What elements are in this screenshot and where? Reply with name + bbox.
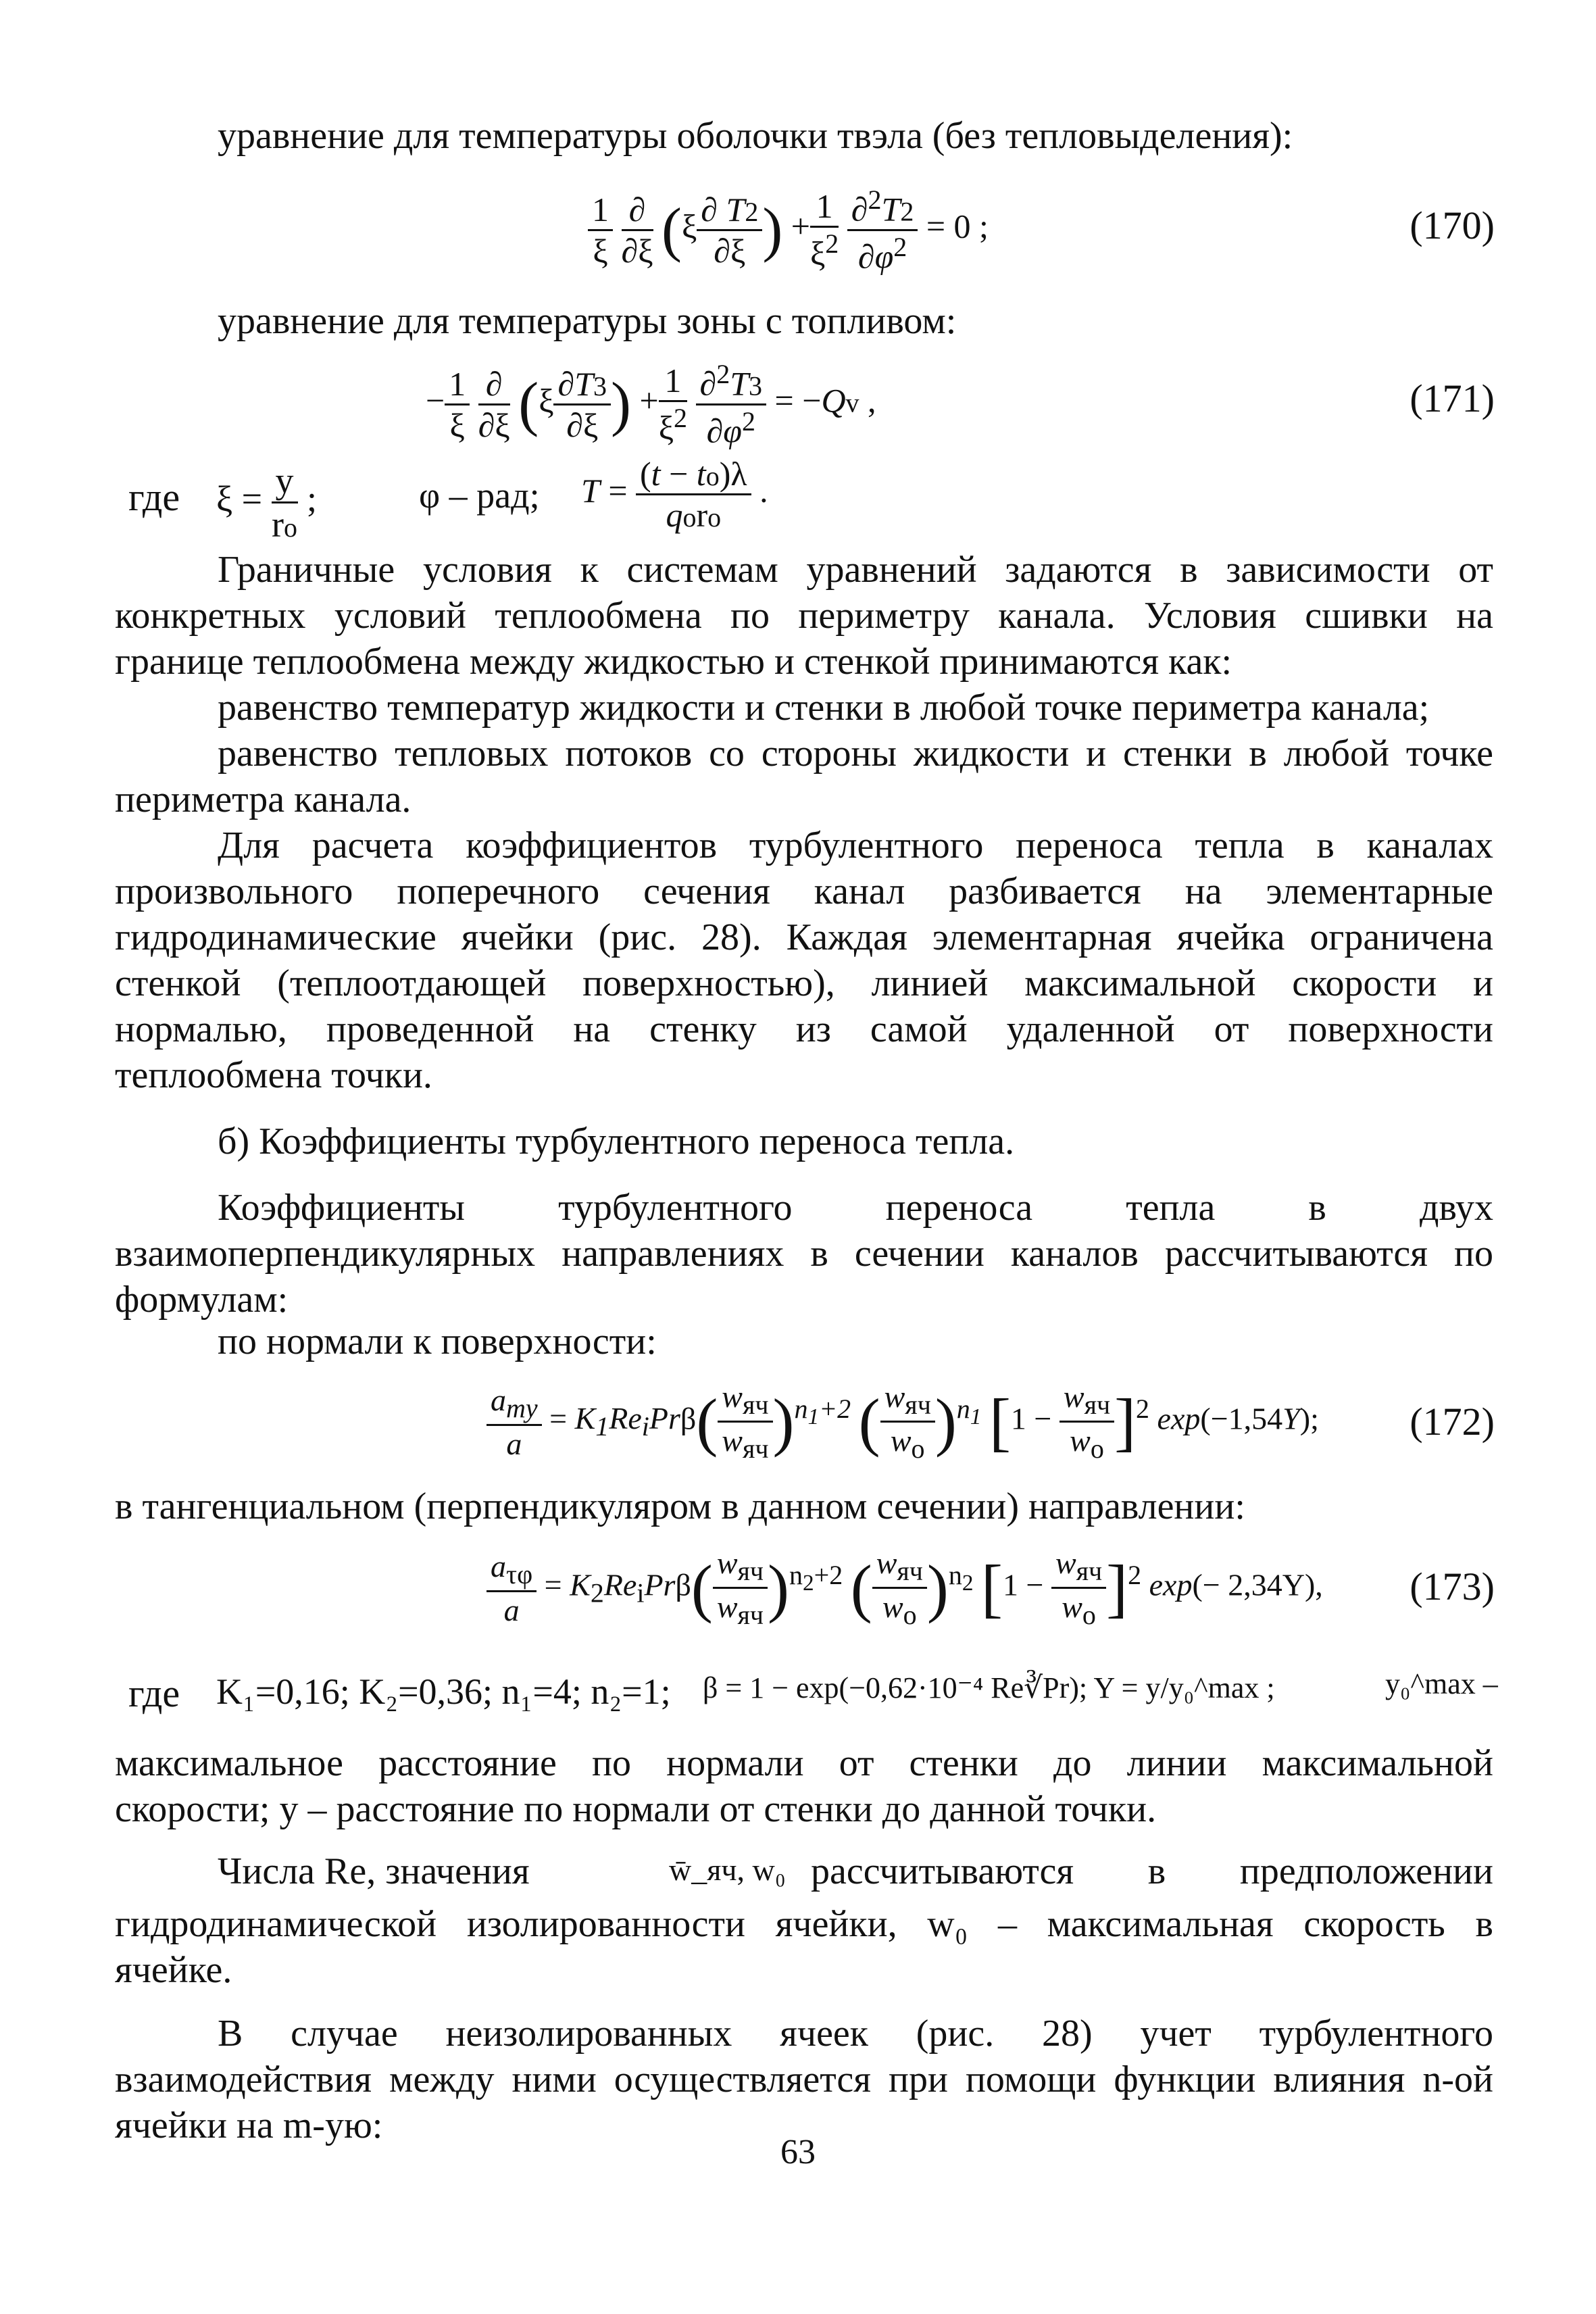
text-line: произвольного поперечного сечения канал разбивается на элементарные xyxy=(115,870,1493,912)
T-definition: T = $\frac{(t - to)\lambda}{\text{qoro}}$ . xyxy=(581,455,768,534)
text-line: взаимодействия между ними осуществляется при помощи функции влияния n-ой xyxy=(115,2059,1493,2100)
text-line: формулам: xyxy=(115,1279,289,1321)
phi-definition: φ – рад; xyxy=(419,475,540,516)
page-number: 63 xyxy=(780,2133,816,2171)
equation-170: $\frac{1}{\xi}$ $\frac{\partial}{\partial\xi}$ (ξ $\frac{\partial T2}{\partial\xi}$ ) + $\frac{1}{\xi^2}$ $\frac{\partial^2T2}{\partial\varphi^2}$ = 0 ; xyxy=(588,184,989,276)
text-line: по нормали к поверхности: xyxy=(218,1321,657,1362)
text-line: уравнение для температуры оболочки твэла (без тепловыделения): xyxy=(218,115,1293,157)
xi-definition: ξ = $\frac{y}{ro}$ ; xyxy=(216,460,318,545)
text-line: границе теплообмена между жидкостью и стенкой принимаются как: xyxy=(115,641,1232,683)
text-line: нормалью, проведенной на стенку из самой удаленной от поверхности xyxy=(115,1008,1493,1050)
equation-172: $\frac{a_{my}}{a}$ = $K_1Re_iPr\beta$( $\frac{w_{яч}}{w_{яч}}$ )$^{n_1+2}$ ( $\frac{w_{яч}}{w_o}$ )$^{n_1}$ [1 − $\frac{w_{яч}}{w_o}$ ]$^2$ exp(−1,54Y); xyxy=(487,1379,1319,1464)
equation-number: (170) xyxy=(1410,203,1495,247)
text-line: в тангенциальном (перпендикуляром в данном сечении) направлении: xyxy=(115,1485,1245,1527)
text-line: В случае неизолированных ячеек (рис. 28) учет турбулентного xyxy=(218,2013,1493,2054)
text-line: конкретных условий теплообмена по периметру канала. Условия сшивки на xyxy=(115,595,1493,637)
equation-171: − $\frac{1}{\xi}$ $\frac{\partial}{\partial\xi}$ (ξ $\frac{\partial T3}{\partial\xi}$ ) + $\frac{1}{\xi^2}$ $\frac{\partial^2T3}{\partial\varphi^2}$ = −Qv , xyxy=(426,359,876,450)
text-line: равенство температур жидкости и стенки в любой точке периметра канала; xyxy=(218,687,1430,729)
text-line: Коэффициенты турбулентного переноса тепла в двух xyxy=(218,1187,1493,1229)
text-line: равенство тепловых потоков со стороны жидкости и стенки в любой точке xyxy=(218,733,1493,774)
text-line: стенкой (теплоотдающей поверхностью), линией максимальной скорости и xyxy=(115,962,1493,1004)
text-line: уравнение для температуры зоны с топливом: xyxy=(218,300,957,342)
text-line: периметра канала. xyxy=(115,779,412,820)
text-line: рассчитываются в предположении xyxy=(811,1850,1493,1892)
text-line: ячейке. xyxy=(115,1949,232,1991)
w-values: w̄_яч, w₀ xyxy=(669,1852,786,1887)
ymax-label: y₀^max – xyxy=(1385,1667,1498,1700)
equation-number: (172) xyxy=(1410,1400,1495,1444)
text-line: теплообмена точки. xyxy=(115,1054,432,1096)
text-line: Граничные условия к системам уравнений задаются в зависимости от xyxy=(218,549,1493,591)
text-line: максимальное расстояние по нормали от стенки до линии максимальной xyxy=(115,1742,1493,1784)
text-line: взаимоперпендикулярных направлениях в сечении каналов рассчитываются по xyxy=(115,1233,1493,1275)
text-line: Числа Re, значения xyxy=(218,1850,530,1892)
text-line: ячейки на m-ую: xyxy=(115,2104,383,2146)
equation-number: (171) xyxy=(1410,376,1495,420)
equation-173: $\frac{a_{\tau\varphi}}{a}$ = $K_2Re_iPr\beta$( $\frac{w_{яч}}{w_{яч}}$ )$^{n_2+2}$ ( $\frac{w_{яч}}{w_o}$ )$^{n_2}$ [1 − $\frac{w_{яч}}{w_o}$ ]$^2$ exp(− 2,34Y), xyxy=(487,1545,1323,1631)
equation-number: (173) xyxy=(1410,1565,1495,1608)
text-line: Для расчета коэффициентов турбулентного переноса тепла в каналах xyxy=(218,824,1493,866)
constants: K₁=0,16; K₂=0,36; n₁=4; n₂=1; xyxy=(216,1671,671,1712)
where-label: где xyxy=(128,1671,180,1715)
where-label: где xyxy=(128,475,180,519)
text-line: скорости; y – расстояние по нормали от стенки до данной точки. xyxy=(115,1788,1157,1830)
text-line: гидродинамические ячейки (рис. 28). Каждая элементарная ячейка ограничена xyxy=(115,916,1493,958)
text-line: гидродинамической изолированности ячейки, w₀ – максимальная скорость в xyxy=(115,1903,1493,1945)
section-heading: б) Коэффициенты турбулентного переноса тепла. xyxy=(218,1121,1015,1162)
beta-definition: β = 1 − exp(−0,62·10⁻⁴ Re∛Pr); Y = y/y₀^max ; xyxy=(703,1671,1275,1704)
